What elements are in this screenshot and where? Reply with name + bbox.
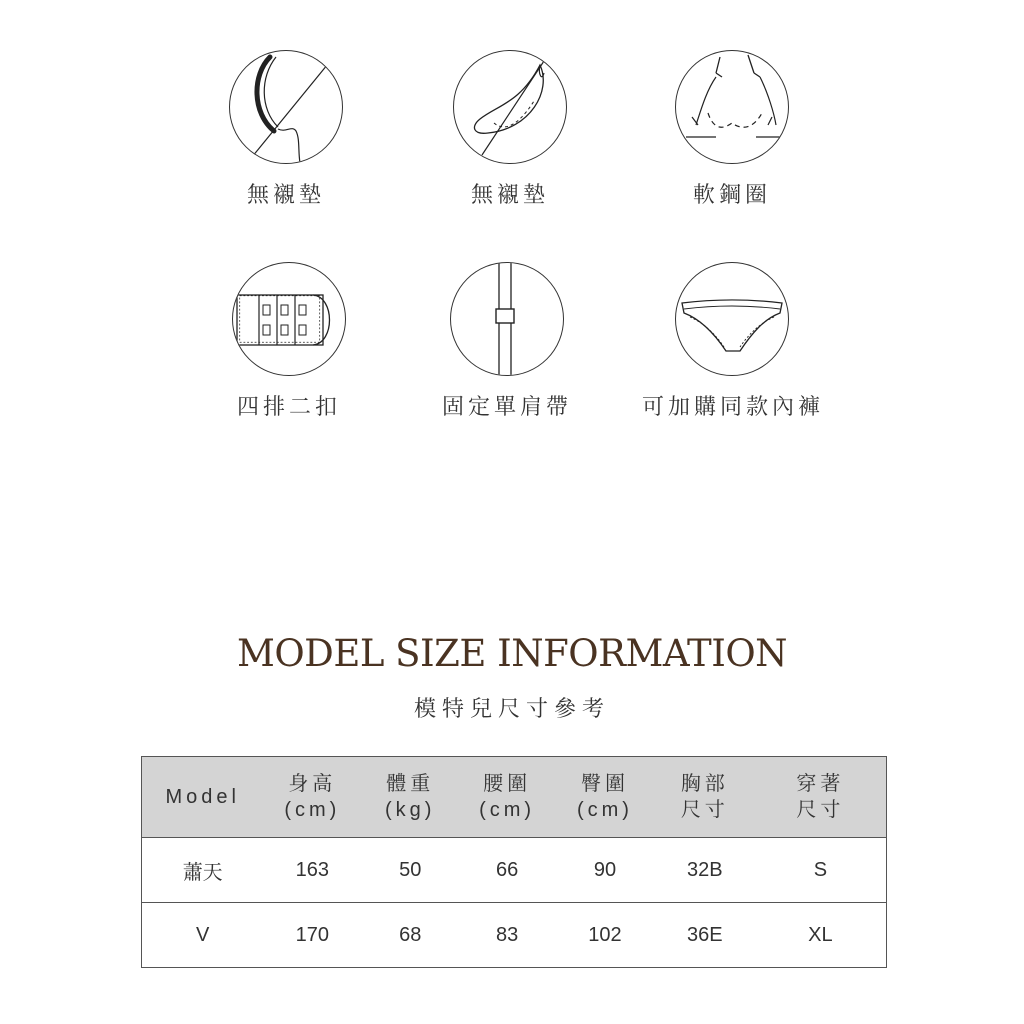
feature-panty xyxy=(642,262,825,421)
table-header-row xyxy=(142,757,887,838)
cell-wear-size: S xyxy=(813,858,828,881)
cell-hip: 90 xyxy=(593,858,617,881)
section-title: MODEL SIZE INFORMATION xyxy=(236,632,788,675)
feature-no-padding-side xyxy=(196,50,376,209)
header-weight: 體重 (kg) xyxy=(384,773,436,821)
soft-wire-icon xyxy=(675,50,789,164)
feature-label: 軟鋼圈 xyxy=(692,183,771,208)
cell-bust-size: 32B xyxy=(687,858,723,881)
cell-weight: 50 xyxy=(399,858,422,881)
fixed-strap-icon xyxy=(450,262,564,376)
panty-icon xyxy=(675,262,789,376)
cell-model: 蕭天 xyxy=(182,861,223,884)
no-padding-cup-icon xyxy=(453,50,567,164)
feature-label: 四排二扣 xyxy=(236,395,341,420)
feature-hook-eye xyxy=(199,262,379,421)
table-row xyxy=(142,903,887,968)
cell-waist: 83 xyxy=(495,923,519,946)
feature-label: 固定單肩帶 xyxy=(441,395,572,420)
header-bust-size: 胸部 尺寸 xyxy=(680,773,729,821)
section-subtitle: 模特兒尺寸參考 xyxy=(413,697,610,722)
feature-label: 無襯墊 xyxy=(470,183,549,208)
header-height: 身高 (cm) xyxy=(284,773,341,821)
feature-label: 無襯墊 xyxy=(246,183,325,208)
hook-eye-icon xyxy=(232,262,346,376)
feature-no-padding-cup xyxy=(420,50,600,209)
feature-label: 可加購同款內褲 xyxy=(642,395,825,420)
cell-height: 170 xyxy=(295,923,329,946)
cell-waist: 66 xyxy=(495,858,519,881)
model-size-table xyxy=(141,756,887,968)
cell-bust-size: 36E xyxy=(687,923,723,946)
header-wear-size: 穿著 尺寸 xyxy=(796,773,845,821)
header-model: Model xyxy=(165,786,240,808)
cell-wear-size: XL xyxy=(808,923,833,946)
cell-weight: 68 xyxy=(399,923,422,946)
table-row xyxy=(142,838,887,903)
feature-fixed-strap xyxy=(417,262,597,421)
header-hip: 臀圍 (cm) xyxy=(576,773,633,821)
cell-model: V xyxy=(196,923,210,946)
header-waist: 腰圍 (cm) xyxy=(479,773,536,821)
cell-hip: 102 xyxy=(588,923,622,946)
no-padding-side-icon xyxy=(229,50,343,164)
feature-soft-wire xyxy=(642,50,822,209)
cell-height: 163 xyxy=(295,858,329,881)
